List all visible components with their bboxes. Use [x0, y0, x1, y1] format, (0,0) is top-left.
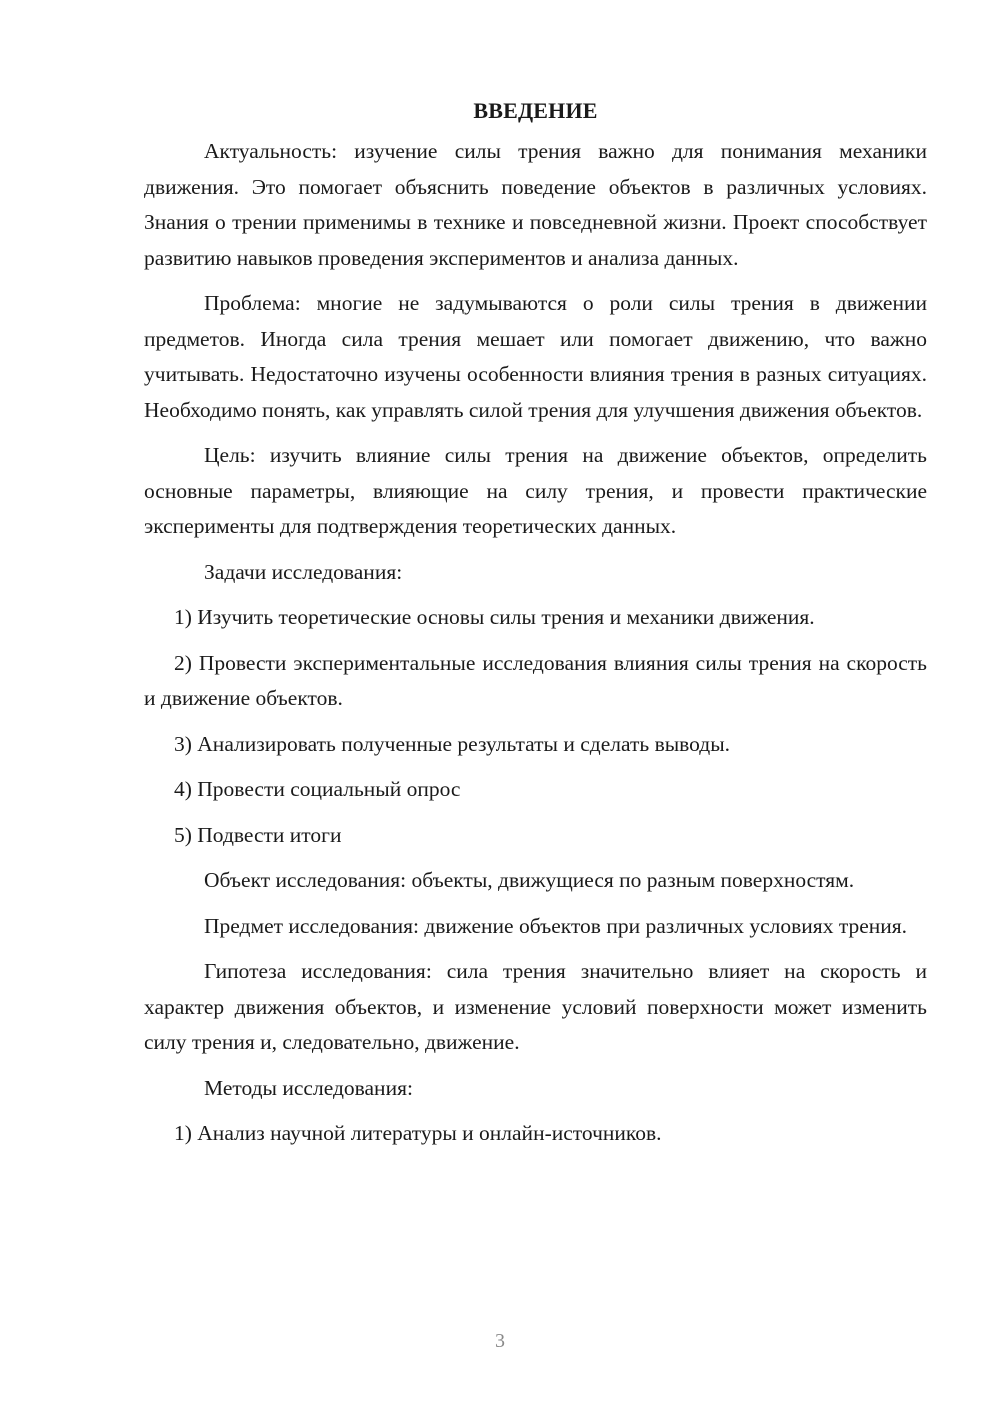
problem-paragraph: Проблема: многие не задумываются о роли силы трения в движении предметов. Иногда сила трения мешает или помогает движению, что важно учитывать. Недостаточно изучены особенности влияния трения в разных ситуациях. Необходимо понять, как управлять силой трения для улучшения движения объектов.: [144, 291, 927, 422]
hypothesis-paragraph: Гипотеза исследования: сила трения значительно влияет на скорость и характер движения объектов, и изменение условий поверхности может изменить силу трения и, следовательно, движение.: [144, 959, 927, 1054]
object-paragraph: Объект исследования: объекты, движущиеся по разным поверхностям.: [204, 868, 855, 892]
task-item-4: 4) Провести социальный опрос: [174, 777, 461, 801]
task-item-2: 2) Провести экспериментальные исследования влияния силы трения на скорость и движение объектов.: [144, 650, 927, 710]
page-content: [144, 94, 927, 1152]
method-item-1: 1) Анализ научной литературы и онлайн-источников.: [174, 1121, 662, 1145]
goal-paragraph: Цель: изучить влияние силы трения на движение объектов, определить основные параметры, влияющие на силу трения, и провести практические эксперименты для подтверждения теоретических данных.: [144, 443, 927, 538]
methods-label: Методы исследования:: [204, 1075, 413, 1100]
tasks-label: Задачи исследования:: [204, 559, 403, 584]
subject-paragraph: Предмет исследования: движение объектов при различных условиях трения.: [204, 913, 908, 938]
task-item-5: 5) Подвести итоги: [174, 822, 342, 847]
relevance-paragraph: Актуальность: изучение силы трения важно для понимания механики движения. Это помогает объяснить поведение объектов в различных условиях. Знания о трении применимы в технике и повседневной жизни. Проект способствует развитию навыков проведения экспериментов и анализа данных.: [144, 139, 927, 270]
section-heading: ВВЕДЕНИЕ: [473, 98, 598, 123]
page-number: 3: [495, 1330, 505, 1352]
task-item-1: 1) Изучить теоретические основы силы трения и механики движения.: [174, 605, 815, 629]
task-item-3: 3) Анализировать полученные результаты и сделать выводы.: [174, 731, 731, 756]
